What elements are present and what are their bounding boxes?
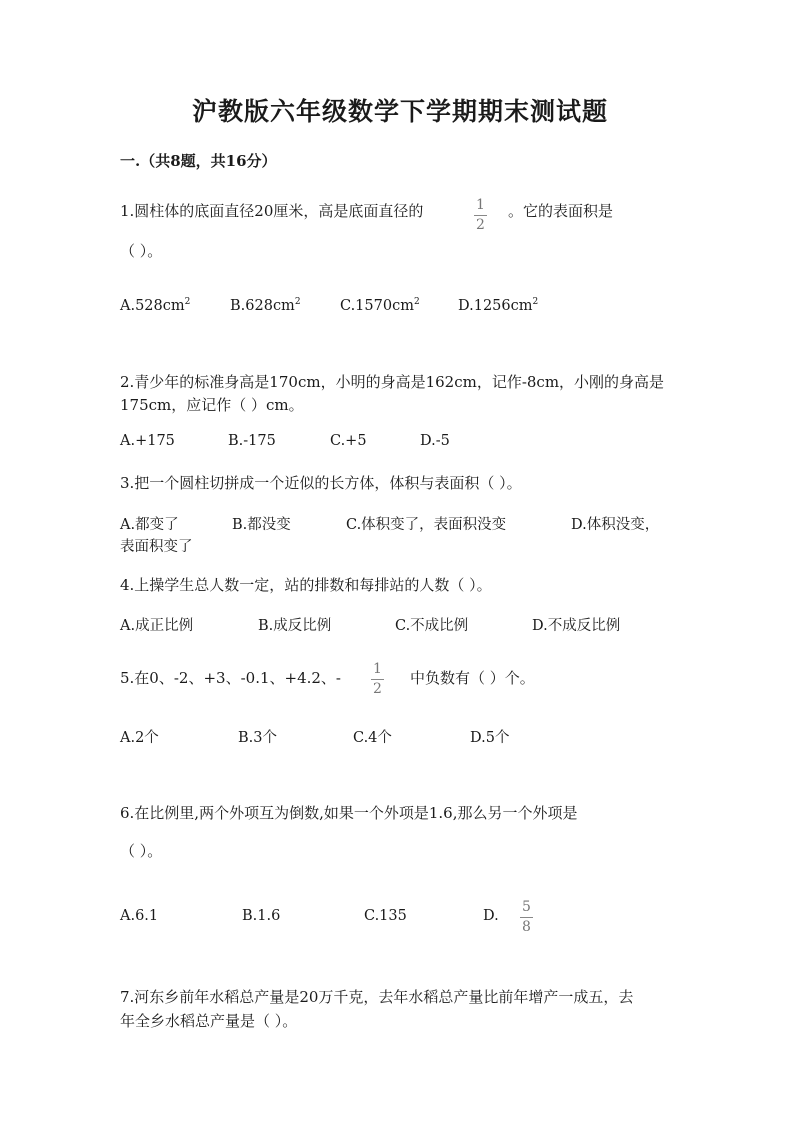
q2-line-1: 2.青少年的标准身高是170cm，小明的身高是162cm，记作-8cm，小刚的身高是 <box>120 373 665 391</box>
q1-opt-c-sup: 2 <box>413 297 420 308</box>
q4-option-b[interactable]: B.成反比例 <box>258 618 332 634</box>
fraction-bar <box>474 215 487 216</box>
q2-option-a[interactable]: A.+175 <box>120 433 175 449</box>
q5-option-c[interactable]: C.4个 <box>353 730 392 746</box>
q4-option-c[interactable]: C.不成比例 <box>395 618 469 634</box>
q6-frac-num: 5 <box>522 899 531 915</box>
q1-blank: （ ）。 <box>120 242 163 260</box>
q1-opt-d-label: D.1256cm <box>458 298 533 314</box>
q1-fraction <box>474 197 487 234</box>
q2-line-2: 175cm，应记作（ ）cm。 <box>120 396 304 414</box>
q3-option-d-continued: 表面积变了 <box>120 539 193 555</box>
q3-line-1: 3.把一个圆柱切拼成一个近似的长方体，体积与表面积（ ）。 <box>120 474 522 492</box>
q5-text-a: 5.在0、-2、+3、-0.1、+4.2、- <box>120 669 341 687</box>
q2-option-c[interactable]: C.+5 <box>330 433 367 449</box>
q1-opt-a-label: A.528cm <box>120 298 185 314</box>
q2-option-b[interactable]: B.-175 <box>228 433 276 449</box>
q6-option-d-fraction <box>520 899 533 936</box>
q5-frac-den: 2 <box>373 681 382 697</box>
q5-option-d[interactable]: D.5个 <box>470 730 510 746</box>
q4-line-1: 4.上操学生总人数一定，站的排数和每排站的人数（ ）。 <box>120 576 492 594</box>
q6-option-b[interactable]: B.1.6 <box>242 908 281 924</box>
q1-option-a[interactable] <box>120 298 190 314</box>
q1-text-a: 1.圆柱体的底面直径20厘米，高是底面直径的 <box>120 202 424 220</box>
q1-opt-d-sup: 2 <box>532 297 539 308</box>
q3-option-d[interactable]: D.体积没变， <box>571 517 660 533</box>
q7-line-2: 年全乡水稻总产量是（ ）。 <box>120 1012 298 1030</box>
q5-option-b[interactable]: B.3个 <box>238 730 277 746</box>
q6-option-c[interactable]: C.135 <box>364 908 407 924</box>
q3-option-a[interactable]: A.都变了 <box>120 517 179 533</box>
q5-text-b: 中负数有（ ）个。 <box>410 669 535 687</box>
question-1-text <box>120 200 423 222</box>
q3-option-b[interactable]: B.都没变 <box>232 517 291 533</box>
fraction-bar <box>520 917 533 918</box>
q1-frac-den: 2 <box>476 217 485 233</box>
q1-option-d[interactable] <box>458 298 538 314</box>
q4-option-a[interactable]: A.成正比例 <box>120 618 194 634</box>
q6-line-1: 6.在比例里,两个外项互为倒数,如果一个外项是1.6,那么另一个外项是 <box>120 804 578 822</box>
q3-option-c[interactable]: C.体积变了，表面积没变 <box>346 517 507 533</box>
section-heading: 一.（共8题，共16分） <box>120 152 277 170</box>
q7-line-1: 7.河东乡前年水稻总产量是20万千克，去年水稻总产量比前年增产一成五，去 <box>120 988 634 1006</box>
q4-option-d[interactable]: D.不成反比例 <box>532 618 621 634</box>
page-title: 沪教版六年级数学下学期期末测试题 <box>191 97 608 126</box>
q5-frac-num: 1 <box>373 661 382 677</box>
q6-frac-den: 8 <box>522 919 531 935</box>
q1-option-c[interactable] <box>340 298 420 314</box>
q6-option-d[interactable]: D. <box>483 908 499 924</box>
q1-opt-b-label: B.628cm <box>230 298 295 314</box>
q5-option-a[interactable]: A.2个 <box>120 730 159 746</box>
q6-line-2: （ ）。 <box>120 842 163 860</box>
q1-frac-num: 1 <box>476 197 485 213</box>
q1-option-b[interactable] <box>230 298 301 314</box>
q1-text-b: 。它的表面积是 <box>508 202 614 220</box>
q5-fraction <box>371 661 384 698</box>
q2-option-d[interactable]: D.-5 <box>420 433 450 449</box>
fraction-bar <box>371 679 384 680</box>
q1-opt-c-label: C.1570cm <box>340 298 414 314</box>
q6-option-a[interactable]: A.6.1 <box>120 908 159 924</box>
q1-opt-a-sup: 2 <box>184 297 191 308</box>
q1-opt-b-sup: 2 <box>294 297 301 308</box>
